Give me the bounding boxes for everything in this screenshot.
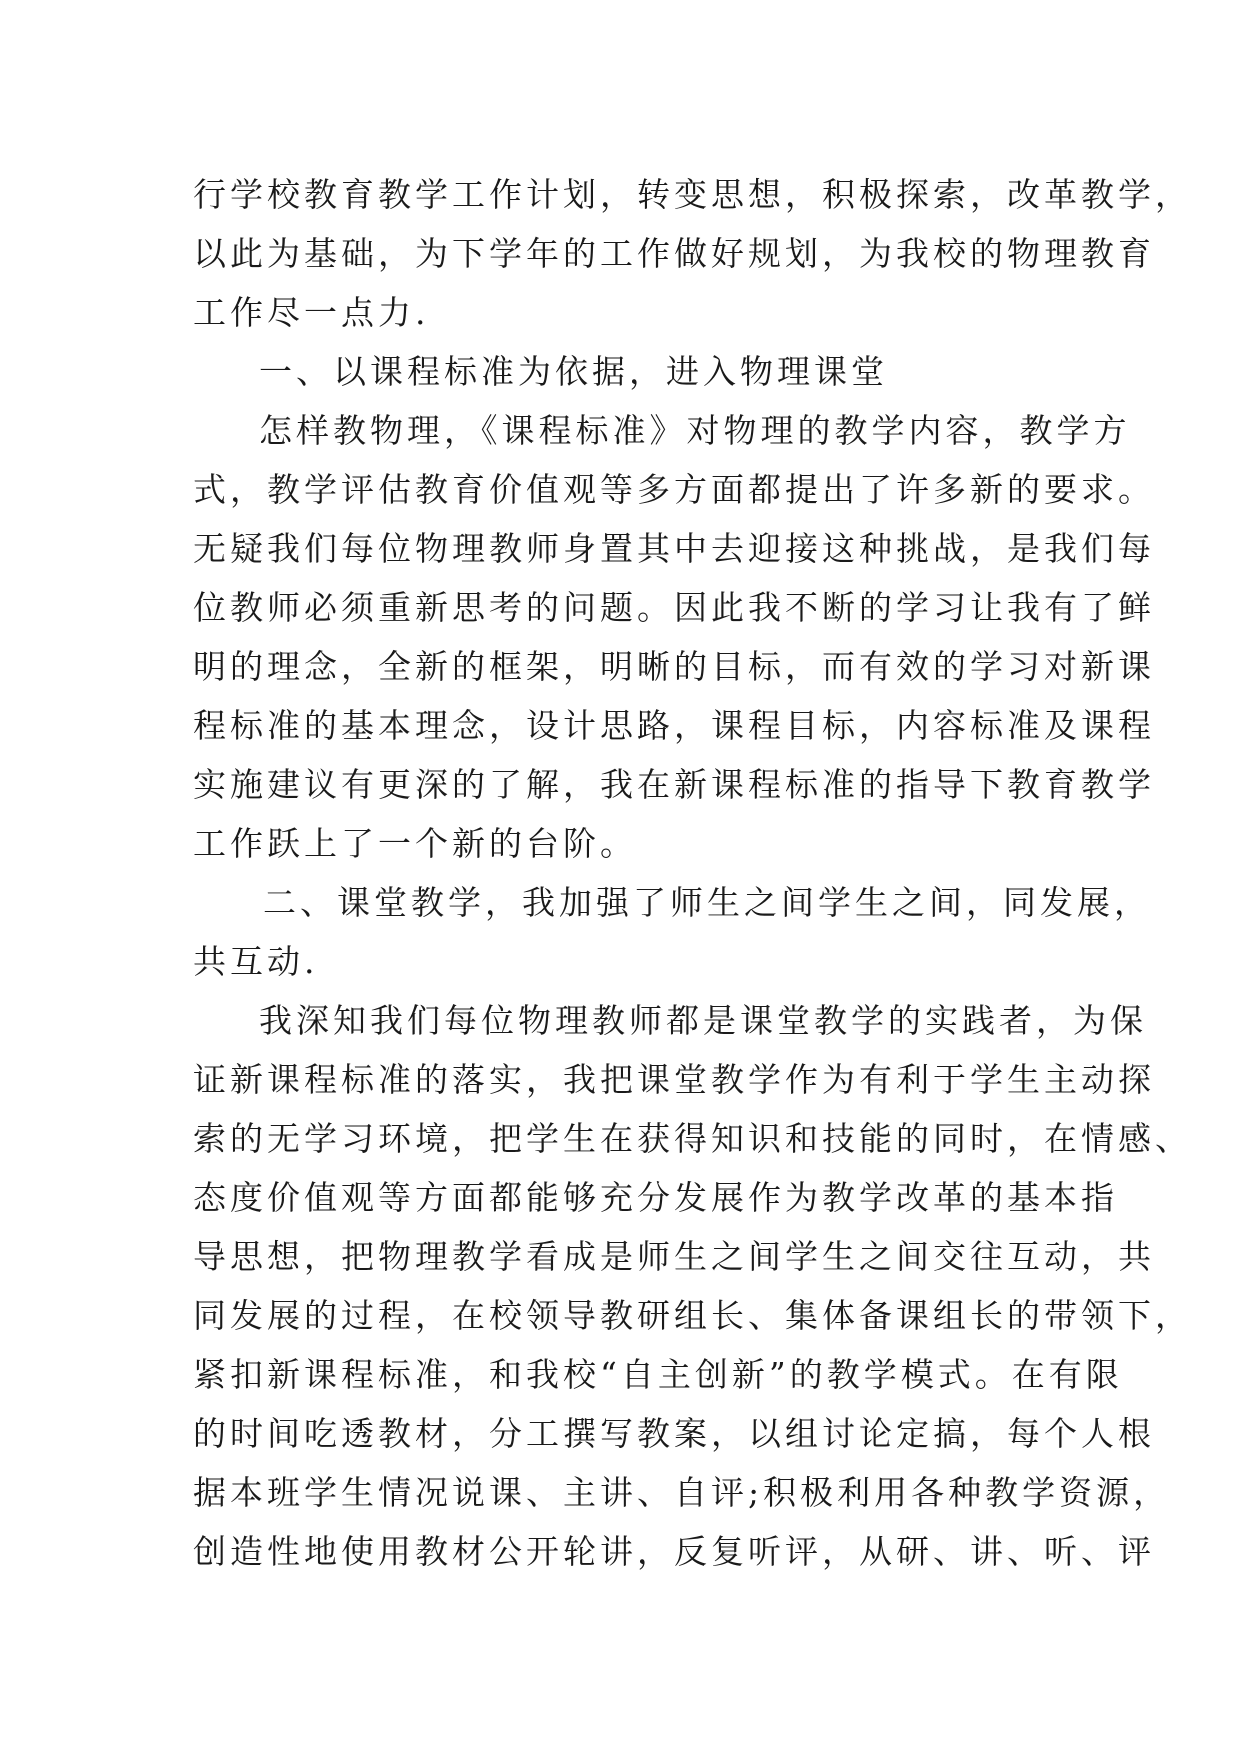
text-line: 的时间吃透教材，分工撰写教案，以组讨论定搞，每个人根 xyxy=(193,1414,1155,1453)
text-line: 工作尽一点力. xyxy=(193,293,430,332)
body-text xyxy=(193,165,1192,1581)
text-line: 以此为基础，为下学年的工作做好规划，为我校的物理教育 xyxy=(193,234,1155,273)
text-line: 紧扣新课程标准，和我校“自主创新”的教学模式。在有限 xyxy=(193,1355,1123,1394)
text-line: 据本班学生情况说课、主讲、自评;积极利用各种教学资源， xyxy=(193,1473,1171,1512)
text-line: 行学校教育教学工作计划，转变思想，积极探索，改革教学， xyxy=(193,175,1192,214)
section-heading-1: 一、以课程标准为依据，进入物理课堂 xyxy=(259,352,888,391)
text-line: 无疑我们每位物理教师身置其中去迎接这种挑战，是我们每 xyxy=(193,529,1155,568)
text-line: 实施建议有更深的了解，我在新课程标准的指导下教育教学 xyxy=(193,765,1155,804)
section-heading-2: 二、课堂教学，我加强了师生之间学生之间，同发展， xyxy=(263,883,1151,922)
text-line: 怎样教物理，《课程标准》对物理的教学内容，教学方 xyxy=(259,411,1131,450)
text-line: 位教师必须重新思考的问题。因此我不断的学习让我有了鲜 xyxy=(193,588,1155,627)
text-line: 证新课程标准的落实，我把课堂教学作为有利于学生主动探 xyxy=(193,1060,1155,1099)
text-line: 我深知我们每位物理教师都是课堂教学的实践者，为保 xyxy=(259,1001,1147,1040)
text-line: 共互动. xyxy=(193,942,319,981)
text-line: 导思想，把物理教学看成是师生之间学生之间交往互动，共 xyxy=(193,1237,1155,1276)
text-line: 创造性地使用教材公开轮讲，反复听评，从研、讲、听、评 xyxy=(193,1532,1155,1571)
text-line: 工作跃上了一个新的台阶。 xyxy=(193,824,637,863)
text-line: 索的无学习环境，把学生在获得知识和技能的同时，在情感、 xyxy=(193,1119,1192,1158)
text-line: 态度价值观等方面都能够充分发展作为教学改革的基本指 xyxy=(193,1178,1118,1217)
text-line: 明的理念，全新的框架，明晰的目标，而有效的学习对新课 xyxy=(193,647,1155,686)
text-line: 式，教学评估教育价值观等多方面都提出了许多新的要求。 xyxy=(193,470,1155,509)
text-line: 同发展的过程，在校领导教研组长、集体备课组长的带领下， xyxy=(193,1296,1192,1335)
text-line: 程标准的基本理念，设计思路，课程目标，内容标准及课程 xyxy=(193,706,1155,745)
